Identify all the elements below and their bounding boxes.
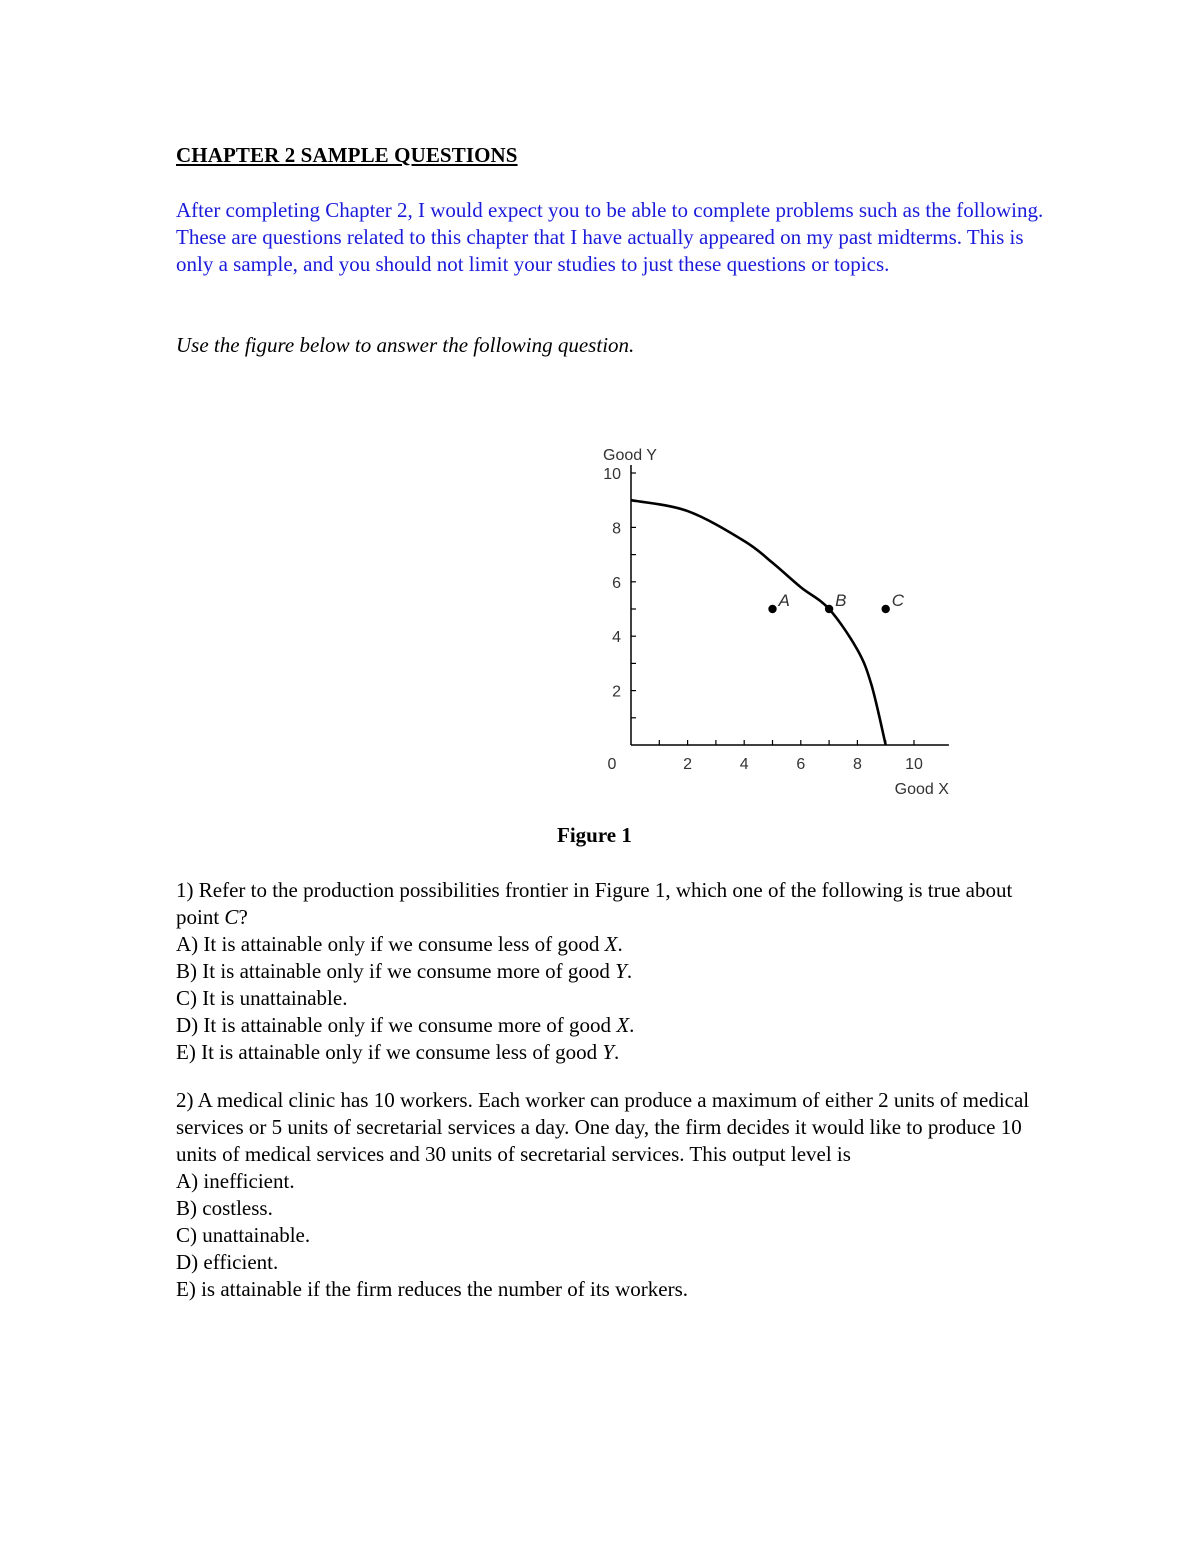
- x-tick-label: 10: [905, 756, 923, 773]
- answer-option: [176, 1249, 1036, 1276]
- italic-run: X: [604, 932, 618, 956]
- figure-caption: Figure 1: [557, 823, 632, 847]
- text-run: C) unattainable.: [176, 1223, 311, 1247]
- y-axis-label: Good Y: [603, 447, 657, 464]
- point-a-label: A: [778, 591, 790, 610]
- text-run: .: [626, 959, 633, 983]
- text-run: 1) Refer to the production possibilities frontier in Figure 1, which one of the following is true about point: [176, 878, 1013, 929]
- answer-option: [176, 1195, 1036, 1222]
- text-run: B) costless.: [176, 1196, 273, 1220]
- figure-instruction: Use the figure below to answer the following question.: [176, 333, 635, 357]
- question-stem: [176, 877, 1036, 931]
- text-run: A) inefficient.: [176, 1169, 295, 1193]
- text-run: A) It is attainable only if we consume less of good: [176, 932, 605, 956]
- ppf-curve: [631, 500, 886, 745]
- text-run: B) It is attainable only if we consume more of good: [176, 959, 616, 983]
- answer-option: [176, 985, 1036, 1012]
- text-run: .: [617, 932, 623, 956]
- question-1: [176, 877, 1036, 1066]
- document-title: CHAPTER 2 SAMPLE QUESTIONS: [176, 143, 518, 167]
- point-b-marker: [825, 605, 833, 613]
- text-run: 2) A medical clinic has 10 workers. Each worker can produce a maximum of either 2 units of medical services or 5 units of secretarial services a day. One day, the firm decides it would like to produce 10 units of medical services and 30 units of secretarial services. This output level is: [176, 1088, 1030, 1166]
- y-tick-label: 6: [612, 574, 621, 592]
- text-run: C) It is unattainable.: [176, 986, 348, 1010]
- italic-run: Y: [615, 959, 627, 983]
- y-tick-label: 2: [612, 683, 621, 701]
- point-b-label: B: [835, 591, 847, 610]
- text-run: ?: [238, 905, 248, 929]
- answer-option: [176, 958, 1036, 985]
- italic-run: C: [224, 905, 239, 929]
- answer-option: [176, 1012, 1036, 1039]
- text-run: .: [614, 1040, 620, 1064]
- ppf-chart: [416, 425, 949, 810]
- x-tick-label: 0: [607, 756, 617, 773]
- answer-option: [176, 1276, 1036, 1303]
- question-stem: [176, 1087, 1036, 1168]
- x-tick-label: 2: [683, 756, 693, 773]
- answer-option: [176, 1039, 1036, 1066]
- text-run: D) It is attainable only if we consume more of good: [176, 1013, 617, 1037]
- answer-option: [176, 931, 1036, 958]
- answer-option: [176, 1168, 1036, 1195]
- question-2: [176, 1087, 1036, 1303]
- x-tick-label: 4: [739, 756, 749, 773]
- y-tick-label: 8: [612, 520, 621, 538]
- answer-option: [176, 1222, 1036, 1249]
- figure-1: [416, 425, 949, 810]
- y-tick-label: 10: [603, 466, 621, 483]
- text-run: .: [629, 1013, 635, 1037]
- text-run: E) is attainable if the firm reduces the number of its workers.: [176, 1277, 688, 1301]
- point-a-marker: [768, 605, 776, 613]
- intro-paragraph: After completing Chapter 2, I would expect you to be able to complete problems such as the following. These are questions related to this chapter that I have actually appeared on my past midterms. This is only a sample, and you should not limit your studies to just these questions or topics.: [176, 198, 1044, 276]
- text-run: D) efficient.: [176, 1250, 279, 1274]
- y-tick-label: 4: [612, 629, 621, 647]
- x-tick-label: 6: [796, 756, 806, 773]
- text-run: E) It is attainable only if we consume less of good: [176, 1040, 603, 1064]
- italic-run: X: [616, 1013, 630, 1037]
- italic-run: Y: [602, 1040, 615, 1064]
- point-c-marker: [882, 605, 890, 613]
- x-tick-label: 8: [852, 756, 862, 773]
- point-c-label: C: [891, 591, 904, 610]
- x-axis-label: Good X: [894, 781, 949, 798]
